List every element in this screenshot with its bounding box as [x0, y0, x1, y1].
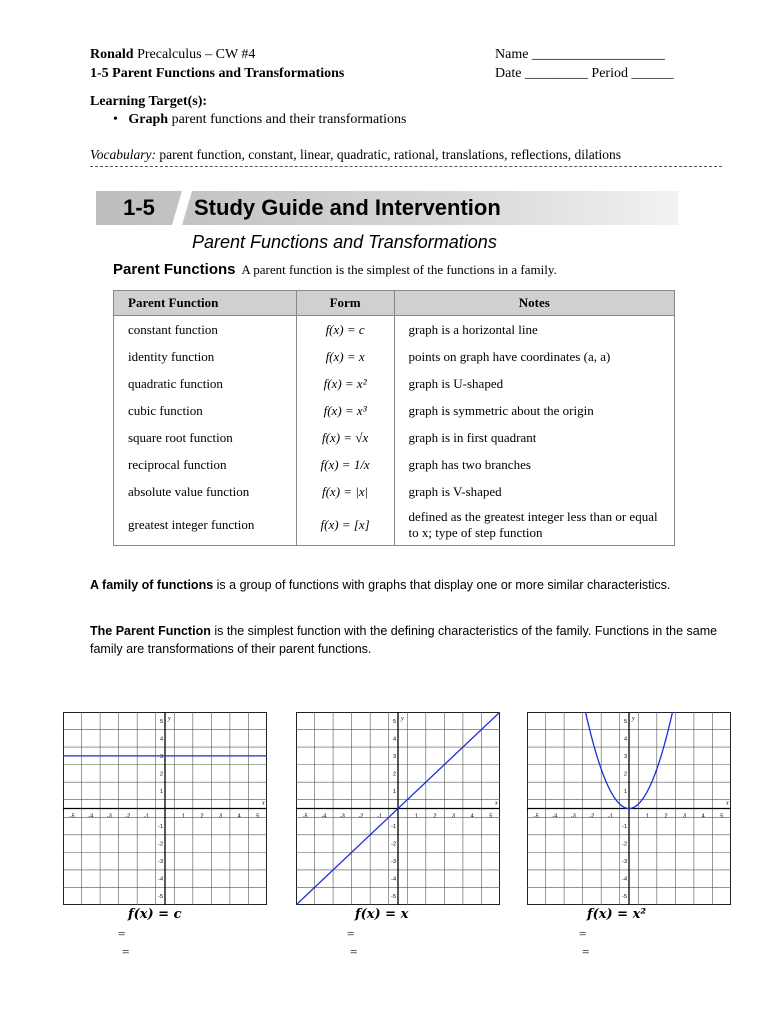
graph-label-identity: f(x) = x — [355, 907, 409, 922]
parent-functions-table — [113, 290, 675, 546]
x-tick-label: -5 — [302, 813, 308, 820]
y-tick-label: 3 — [623, 753, 627, 760]
quadratic-function-graph — [527, 712, 731, 905]
table-row — [114, 424, 675, 451]
x-tick-label: -1 — [608, 813, 613, 820]
x-tick-label: 4 — [237, 813, 241, 820]
y-axis-label: y — [632, 716, 635, 722]
form-cell: f(x) = x² — [296, 370, 394, 397]
y-tick-label: -4 — [158, 876, 163, 883]
name-field: Name ___________________ — [495, 47, 665, 62]
bullet-icon: • — [113, 112, 118, 127]
x-tick-label: 5 — [256, 813, 260, 820]
divider — [90, 166, 722, 167]
parent-function-paragraph: The Parent Function is the simplest function with the defining characteristics of the family. Functions in the same family are transformations of their parent functions. — [90, 624, 718, 656]
y-tick-label: -5 — [622, 894, 627, 901]
y-tick-label: -2 — [622, 841, 627, 848]
y-tick-label: 5 — [623, 718, 627, 725]
y-tick-label: 2 — [159, 771, 163, 778]
vocabulary-line: Vocabulary: parent function, constant, linear, quadratic, rational, translations, reflections, dilations — [90, 147, 622, 162]
function-name-cell: constant function — [114, 316, 297, 344]
y-tick-label: 5 — [392, 718, 396, 725]
learning-targets-label: Learning Target(s): — [90, 94, 208, 109]
y-tick-label: 2 — [623, 771, 627, 778]
form-cell: f(x) = c — [296, 316, 394, 344]
notes-cell: graph is a horizontal line — [394, 316, 674, 344]
y-tick-label: 1 — [623, 788, 627, 795]
y-tick-label: -1 — [391, 824, 396, 831]
y-tick-label: 1 — [392, 788, 396, 795]
x-tick-label: 2 — [200, 813, 204, 820]
y-tick-label: -1 — [158, 824, 163, 831]
x-axis-label: x — [726, 800, 729, 807]
x-tick-label: 3 — [683, 813, 687, 820]
x-tick-label: -2 — [589, 813, 595, 820]
family-of-functions-paragraph: A family of functions is a group of functions with graphs that display one or more similar characteristics. — [90, 578, 671, 592]
column-header: Notes — [394, 291, 674, 316]
y-axis-label: y — [401, 716, 404, 722]
notes-cell: graph is V-shaped — [394, 478, 674, 505]
x-tick-label: 1 — [646, 813, 650, 820]
y-tick-label: 4 — [392, 736, 396, 743]
y-tick-label: -4 — [622, 876, 627, 883]
table-row — [114, 478, 675, 505]
y-tick-label: -5 — [158, 894, 163, 901]
notes-cell: graph has two branches — [394, 451, 674, 478]
y-tick-label: 2 — [392, 771, 396, 778]
x-tick-label: -1 — [144, 813, 149, 820]
answer-blank[interactable]: = — [347, 926, 355, 941]
notes-cell: points on graph have coordinates (a, a) — [394, 343, 674, 370]
y-axis-label: y — [168, 716, 171, 722]
x-tick-label: -3 — [339, 813, 345, 820]
x-tick-label: -2 — [125, 813, 131, 820]
y-tick-label: 5 — [159, 718, 163, 725]
x-tick-label: 3 — [452, 813, 456, 820]
function-name-cell: reciprocal function — [114, 451, 297, 478]
form-cell: f(x) = √x — [296, 424, 394, 451]
form-cell: f(x) = |x| — [296, 478, 394, 505]
x-tick-label: -5 — [533, 813, 539, 820]
x-axis-label: x — [495, 800, 498, 807]
x-tick-label: 1 — [415, 813, 419, 820]
column-header: Form — [296, 291, 394, 316]
notes-cell: graph is U-shaped — [394, 370, 674, 397]
x-tick-label: -4 — [552, 813, 558, 820]
x-tick-label: 4 — [701, 813, 705, 820]
x-tick-label: -1 — [377, 813, 382, 820]
column-header: Parent Function — [114, 291, 297, 316]
x-tick-label: 2 — [664, 813, 668, 820]
table-row — [114, 316, 675, 344]
x-tick-label: -4 — [321, 813, 327, 820]
identity-function-graph — [296, 712, 500, 905]
notes-cell: defined as the greatest integer less than or equal to x; type of step function — [394, 505, 674, 546]
function-name-cell: cubic function — [114, 397, 297, 424]
answer-blank[interactable]: = — [350, 944, 358, 959]
x-tick-label: 2 — [433, 813, 437, 820]
study-guide-banner — [96, 191, 678, 225]
y-tick-label: 4 — [623, 736, 627, 743]
answer-blank[interactable]: = — [122, 944, 130, 959]
lesson-title: 1-5 Parent Functions and Transformations — [90, 66, 345, 81]
table-row — [114, 505, 675, 546]
answer-blank[interactable]: = — [118, 926, 126, 941]
y-tick-label: -3 — [391, 859, 396, 866]
y-tick-label: -3 — [158, 859, 163, 866]
lesson-number: 1-5 — [123, 195, 155, 220]
x-tick-label: 5 — [489, 813, 493, 820]
function-name-cell: absolute value function — [114, 478, 297, 505]
answer-blank[interactable]: = — [579, 926, 587, 941]
function-name-cell: identity function — [114, 343, 297, 370]
y-tick-label: -3 — [622, 859, 627, 866]
y-tick-label: 3 — [392, 753, 396, 760]
notes-cell: graph is symmetric about the origin — [394, 397, 674, 424]
answer-blank[interactable]: = — [582, 944, 590, 959]
y-tick-label: -2 — [158, 841, 163, 848]
x-tick-label: -5 — [69, 813, 75, 820]
x-tick-label: -2 — [358, 813, 364, 820]
notes-cell: graph is in first quadrant — [394, 424, 674, 451]
table-header-row — [114, 291, 675, 316]
form-cell: f(x) = [x] — [296, 505, 394, 546]
y-tick-label: -4 — [391, 876, 396, 883]
function-name-cell: greatest integer function — [114, 505, 297, 546]
y-tick-label: -1 — [622, 824, 627, 831]
x-tick-label: -3 — [570, 813, 576, 820]
study-guide-subtitle: Parent Functions and Transformations — [192, 232, 497, 252]
x-tick-label: 5 — [720, 813, 724, 820]
table-row — [114, 397, 675, 424]
x-tick-label: -3 — [106, 813, 112, 820]
x-tick-label: -4 — [88, 813, 94, 820]
x-axis-label: x — [262, 800, 265, 807]
x-tick-label: 4 — [470, 813, 474, 820]
form-cell: f(x) = 1/x — [296, 451, 394, 478]
y-tick-label: 4 — [159, 736, 163, 743]
banner-title: Study Guide and Intervention — [194, 195, 501, 220]
table-row — [114, 451, 675, 478]
table-row — [114, 370, 675, 397]
form-cell: f(x) = x — [296, 343, 394, 370]
table-row — [114, 343, 675, 370]
graph-label-constant: f(x) = c — [128, 907, 182, 922]
function-name-cell: square root function — [114, 424, 297, 451]
y-tick-label: -5 — [391, 894, 396, 901]
y-tick-label: 3 — [159, 753, 163, 760]
function-name-cell: quadratic function — [114, 370, 297, 397]
graph-label-quadratic: f(x) = x² — [587, 907, 647, 922]
parent-functions-intro: Parent Functions A parent function is the simplest of the functions in a family. — [113, 261, 557, 278]
date-period-field: Date _________ Period ______ — [495, 66, 674, 81]
x-tick-label: 1 — [182, 813, 186, 820]
learning-target-item: • Graph parent functions and their transformations — [113, 112, 407, 127]
constant-function-graph — [63, 712, 267, 905]
form-cell: f(x) = x³ — [296, 397, 394, 424]
course-title: Ronald Precalculus – CW #4 — [90, 47, 256, 62]
y-tick-label: -2 — [391, 841, 396, 848]
y-tick-label: 1 — [159, 788, 163, 795]
x-tick-label: 3 — [219, 813, 223, 820]
